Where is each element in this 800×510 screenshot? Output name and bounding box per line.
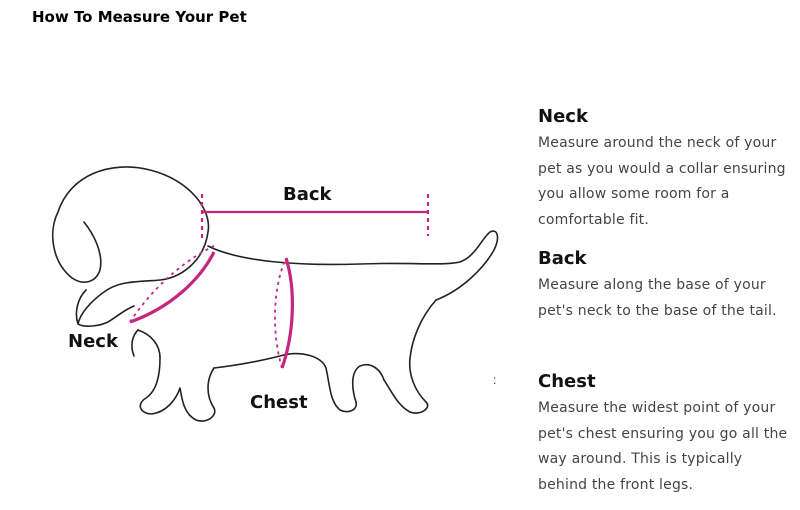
back-description: Measure along the base of your pet's neck to the base of the tail. — [538, 277, 777, 319]
dog-outline — [53, 167, 498, 421]
page-title: How To Measure Your Pet — [32, 8, 247, 26]
neck-label: Neck — [68, 331, 118, 352]
back-heading: Back — [538, 248, 587, 269]
chest-instructions — [538, 371, 788, 498]
back-instructions — [538, 248, 788, 324]
stray-mark: : — [493, 373, 497, 387]
dog-rear — [384, 300, 436, 413]
neck-description: Measure around the neck of your pet as you would a collar ensuring you allow some room for a comfortable fit. — [538, 135, 786, 228]
chest-description: Measure the widest point of your pet's chest ensuring you go all the way around. This is typically behind the front legs. — [538, 400, 788, 493]
dog-head — [58, 167, 208, 324]
back-label: Back — [283, 184, 332, 205]
neck-heading: Neck — [538, 106, 588, 127]
chest-label: Chest — [250, 392, 308, 413]
neck-measure — [130, 246, 214, 322]
dog-front-legs — [138, 330, 215, 421]
neck-instructions — [538, 106, 788, 233]
neck-collar-back — [130, 246, 214, 322]
chest-heading: Chest — [538, 371, 596, 392]
dog-ear — [53, 212, 101, 282]
dog-chest-front — [132, 330, 138, 356]
neck-collar-front — [130, 252, 214, 322]
chest-band-front — [282, 258, 292, 368]
dog-back — [208, 231, 497, 300]
dog-snout — [78, 306, 134, 326]
chest-band-back — [275, 258, 286, 368]
chest-measure — [275, 258, 292, 368]
